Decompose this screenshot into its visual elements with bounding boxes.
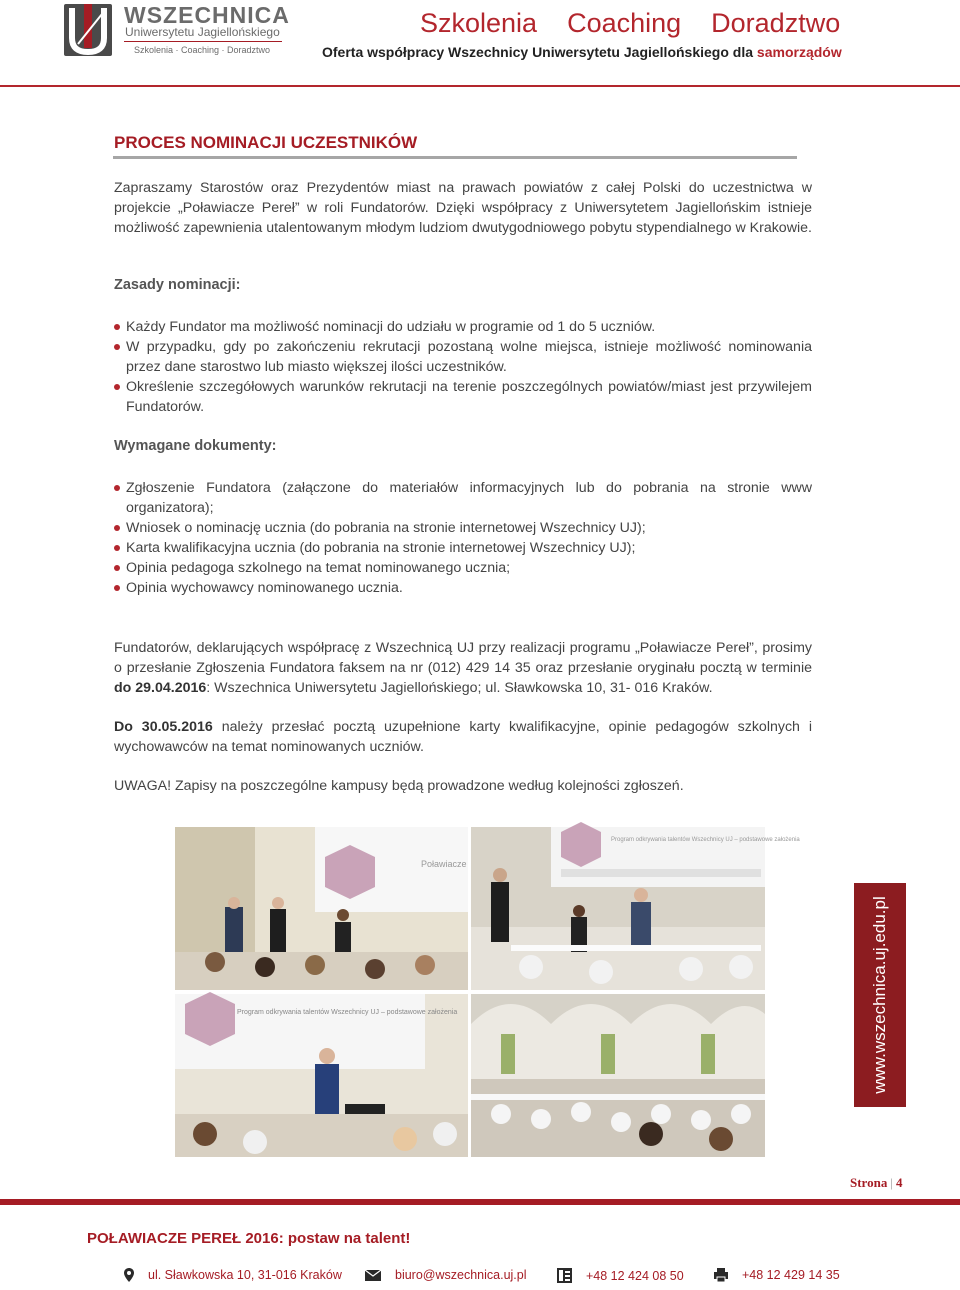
phone-icon xyxy=(557,1268,572,1283)
deadline-paragraph-1 xyxy=(114,638,812,698)
website-url: www.wszechnica.uj.edu.pl xyxy=(870,896,889,1094)
logo-tagline: Szkolenia · Coaching · Doradztwo xyxy=(134,45,271,55)
header-subtitle-highlight: samorządów xyxy=(756,44,842,60)
footer-fax-text: +48 12 429 14 35 xyxy=(742,1268,840,1282)
logo-name: WSZECHNICA xyxy=(124,2,290,28)
page-number xyxy=(850,1175,902,1191)
footer-address xyxy=(124,1268,342,1282)
header-link-szkolenia[interactable]: Szkolenia xyxy=(420,8,538,38)
deadline-2-text: należy przesłać pocztą uzupełnione karty kwalifikacyjne, opinie pedagogów szkolnych i wychowawców na temat nominowanych uczniów. xyxy=(114,719,812,755)
footer-email xyxy=(365,1268,527,1282)
slide-text: Poławiacze xyxy=(421,859,467,869)
envelope-icon xyxy=(365,1270,381,1281)
fax-icon xyxy=(714,1268,728,1282)
photo-presentation-left xyxy=(175,827,468,990)
footer-phone xyxy=(557,1268,684,1283)
page-separator: | xyxy=(890,1175,893,1190)
list-item: Każdy Fundator ma możliwość nominacji do udziału w programie od 1 do 5 uczniów. xyxy=(114,317,812,337)
footer-rule xyxy=(0,1199,960,1205)
list-item: Opinia wychowawcy nominowanego ucznia. xyxy=(114,578,812,598)
footer-slogan: POŁAWIACZE PEREŁ 2016: postaw na talent! xyxy=(87,1230,411,1247)
header-link-coaching[interactable]: Coaching xyxy=(567,8,682,38)
deadline-1-address: : Wszechnica Uniwersytetu Jagiellońskiego; ul. Sławkowska 10, 31- 016 Kraków. xyxy=(206,680,713,696)
list-item: W przypadku, gdy po zakończeniu rekrutacji pozostaną wolne miejsca, istnieje możliwość nominowania przez dane starostwo lub miasto większej ilości uczestników. xyxy=(114,337,812,377)
header-subtitle-text: Oferta współpracy Wszechnicy Uniwersytetu Jagiellońskiego dla xyxy=(322,44,757,60)
header-link-doradztwo[interactable]: Doradztwo xyxy=(711,8,841,38)
page-label: Strona xyxy=(850,1175,888,1190)
rules-heading: Zasady nominacji: xyxy=(114,277,241,293)
slide-text: Program odkrywania talentów Wszechnicy UJ – podstawowe założenia xyxy=(237,1009,458,1016)
list-item: Wniosek o nominację ucznia (do pobrania na stronie internetowej Wszechnicy UJ); xyxy=(114,518,812,538)
photo-collage xyxy=(175,827,800,1157)
footer-fax xyxy=(714,1268,840,1282)
header-rule xyxy=(0,85,960,87)
documents-heading: Wymagane dokumenty: xyxy=(114,438,277,454)
photo-hall xyxy=(471,994,765,1157)
deadline-2-date: Do 30.05.2016 xyxy=(114,719,213,735)
logo-subtitle: Uniwersytetu Jagiellońskiego xyxy=(125,25,280,39)
footer-email-text[interactable]: biuro@wszechnica.uj.pl xyxy=(395,1268,527,1282)
footer-address-text: ul. Sławkowska 10, 31-016 Kraków xyxy=(148,1268,342,1282)
section-title: PROCES NOMINACJI UCZESTNIKÓW xyxy=(114,133,418,152)
section-title-rule xyxy=(113,156,797,159)
deadline-1-date: do 29.04.2016 xyxy=(114,680,207,696)
logo-divider xyxy=(124,41,282,42)
header-links xyxy=(420,8,870,39)
photo-lecturer xyxy=(175,994,468,1157)
header-subtitle xyxy=(322,44,842,60)
list-item: Zgłoszenie Fundatora (załączone do materiałów informacyjnych lub do pobrania na stronie www organizatora); xyxy=(114,478,812,518)
deadline-1-text: Fundatorów, deklarujących współpracę z Wszechnicą UJ przy realizacji programu „Poławiacze Pereł”, prosimy o przesłanie Zgłoszenia Fundatora faksem na nr (012) 429 14 35 oraz przesłanie oryginału pocztą w terminie xyxy=(114,640,812,676)
page-number-value: 4 xyxy=(895,1175,903,1190)
logo-mark xyxy=(64,4,116,60)
website-side-tab[interactable] xyxy=(854,883,906,1107)
rules-list xyxy=(114,317,812,417)
list-item: Opinia pedagoga szkolnego na temat nominowanego ucznia; xyxy=(114,558,812,578)
slide-text: Program odkrywania talentów Wszechnicy UJ – podstawowe założenia xyxy=(611,837,800,843)
photo-presentation-right xyxy=(471,827,800,990)
map-pin-icon xyxy=(124,1268,134,1282)
list-item: Karta kwalifikacyjna ucznia (do pobrania na stronie internetowej Wszechnicy UJ); xyxy=(114,538,812,558)
documents-list xyxy=(114,478,812,598)
notice-paragraph: UWAGA! Zapisy na poszczególne kampusy będą prowadzone według kolejności zgłoszeń. xyxy=(114,778,684,794)
deadline-paragraph-2 xyxy=(114,717,812,757)
footer-phone-text[interactable]: +48 12 424 08 50 xyxy=(586,1268,684,1283)
intro-paragraph: Zapraszamy Starostów oraz Prezydentów miast na prawach powiatów z całej Polski do uczestnictwa w projekcie „Poławiacze Pereł” w roli Fundatorów. Dzięki współpracy z Uniwersytetem Jagiellońskim istnieje możliwość zapewnienia utalentowanym młodym ludziom dwutygodniowego pobytu stypendialnego w Krakowie. xyxy=(114,180,812,236)
list-item: Określenie szczegółowych warunków rekrutacji na terenie poszczególnych powiatów/miast jest przywilejem Fundatorów. xyxy=(114,377,812,417)
